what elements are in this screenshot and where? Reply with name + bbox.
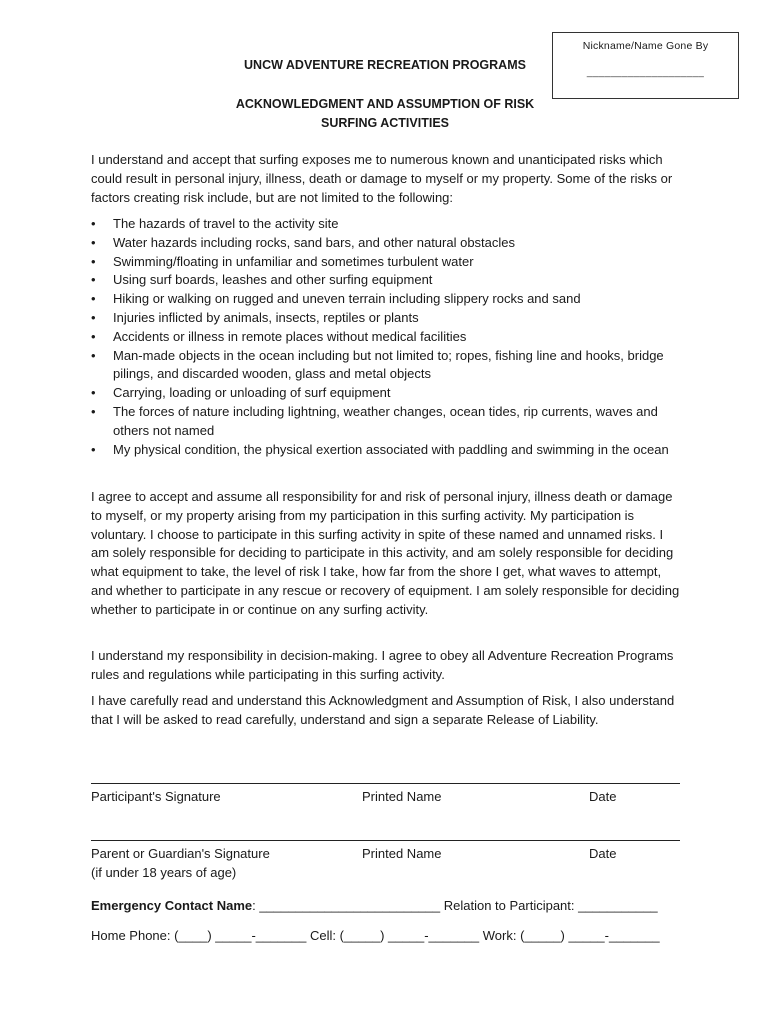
risk-item: • Injuries inflicted by animals, insects, reptiles or plants [91,309,681,328]
relation-field[interactable]: Relation to Participant: ___________ [440,898,658,913]
title-line-1: ACKNOWLEDGMENT AND ASSUMPTION OF RISK [235,97,535,111]
risk-item: • My physical condition, the physical exertion associated with paddling and swimming in the ocean [91,441,681,460]
organization-heading: UNCW ADVENTURE RECREATION PROGRAMS [244,58,526,72]
risk-list [91,215,681,459]
guardian-printed-name-label: Printed Name [362,846,442,861]
work-phone-field[interactable]: Work: (_____) _____-_______ [479,928,660,943]
document-title [200,95,570,133]
guardian-signature-label [91,845,270,883]
guardian-date-label: Date [589,846,617,861]
guardian-signature-text: Parent or Guardian's Signature [91,846,270,861]
date-label: Date [589,789,617,804]
printed-name-label: Printed Name [362,789,442,804]
risk-item: • Water hazards including rocks, sand bars, and other natural obstacles [91,234,681,253]
guardian-signature-line[interactable] [91,840,680,841]
emergency-contact-field[interactable]: : _________________________ [252,898,441,913]
risk-item: • Using surf boards, leashes and other surfing equipment [91,271,681,290]
responsibility-paragraph: I agree to accept and assume all responsibility for and risk of personal injury, illness death or damage to myself, or my property arising from my participation in this surfing activity. My participation is voluntary. I choose to participate in this surfing activity in spite of these named and unnamed risks. I am solely responsible for deciding to participate in this activity, and am solely responsible for deciding what equipment to take, the level of risk I take, how far from the shore I get, what waves to attempt, and whether to participate in any rescue or recovery of equipment. I am solely responsible for deciding whether to participate in or continue on any surfing activity. [91,489,680,617]
risk-item: • Hiking or walking on rugged and uneven terrain including slippery rocks and sand [91,290,681,309]
guardian-note: (if under 18 years of age) [91,864,237,880]
read-understand-paragraph: I have carefully read and understand this Acknowledgment and Assumption of Risk, I also understand that I will be asked to read carefully, understand and sign a separate Release of Liability. [91,693,675,727]
phone-row [91,928,660,943]
emergency-contact-row [91,898,658,913]
emergency-contact-label: Emergency Contact Name [91,898,253,913]
nickname-label: Nickname/Name Gone By [582,40,709,52]
nickname-blank: ____________________ [586,67,705,78]
home-phone-field[interactable]: Home Phone: (____) _____-_______ [91,928,307,943]
risk-item: • Swimming/floating in unfamiliar and sometimes turbulent water [91,253,681,272]
risk-item: • Man-made objects in the ocean including but not limited to; ropes, fishing line and hooks, bridge pilings, and discarded wooden, glass and metal objects [91,347,681,385]
decision-making-paragraph: I understand my responsibility in decision-making. I agree to obey all Adventure Recreation Programs rules and regulations while participating in this surfing activity. [91,648,674,682]
risk-item: • Carrying, loading or unloading of surf equipment [91,384,681,403]
cell-phone-field[interactable]: Cell: (_____) _____-_______ [306,928,480,943]
intro-paragraph: I understand and accept that surfing exposes me to numerous known and unanticipated risks which could result in personal injury, illness, death or damage to myself or my property. Some of the risks or factors creating risk include, but are not limited to the following: [91,152,673,205]
participant-signature-label: Participant's Signature [91,789,221,804]
risk-item: • The forces of nature including lightning, weather changes, ocean tides, rip currents, waves and others not named [91,403,681,441]
participant-signature-line[interactable] [91,783,680,784]
title-line-2: SURFING ACTIVITIES [320,116,449,130]
risk-item: • Accidents or illness in remote places without medical facilities [91,328,681,347]
nickname-box [552,32,739,99]
risk-item: • The hazards of travel to the activity site [91,215,681,234]
